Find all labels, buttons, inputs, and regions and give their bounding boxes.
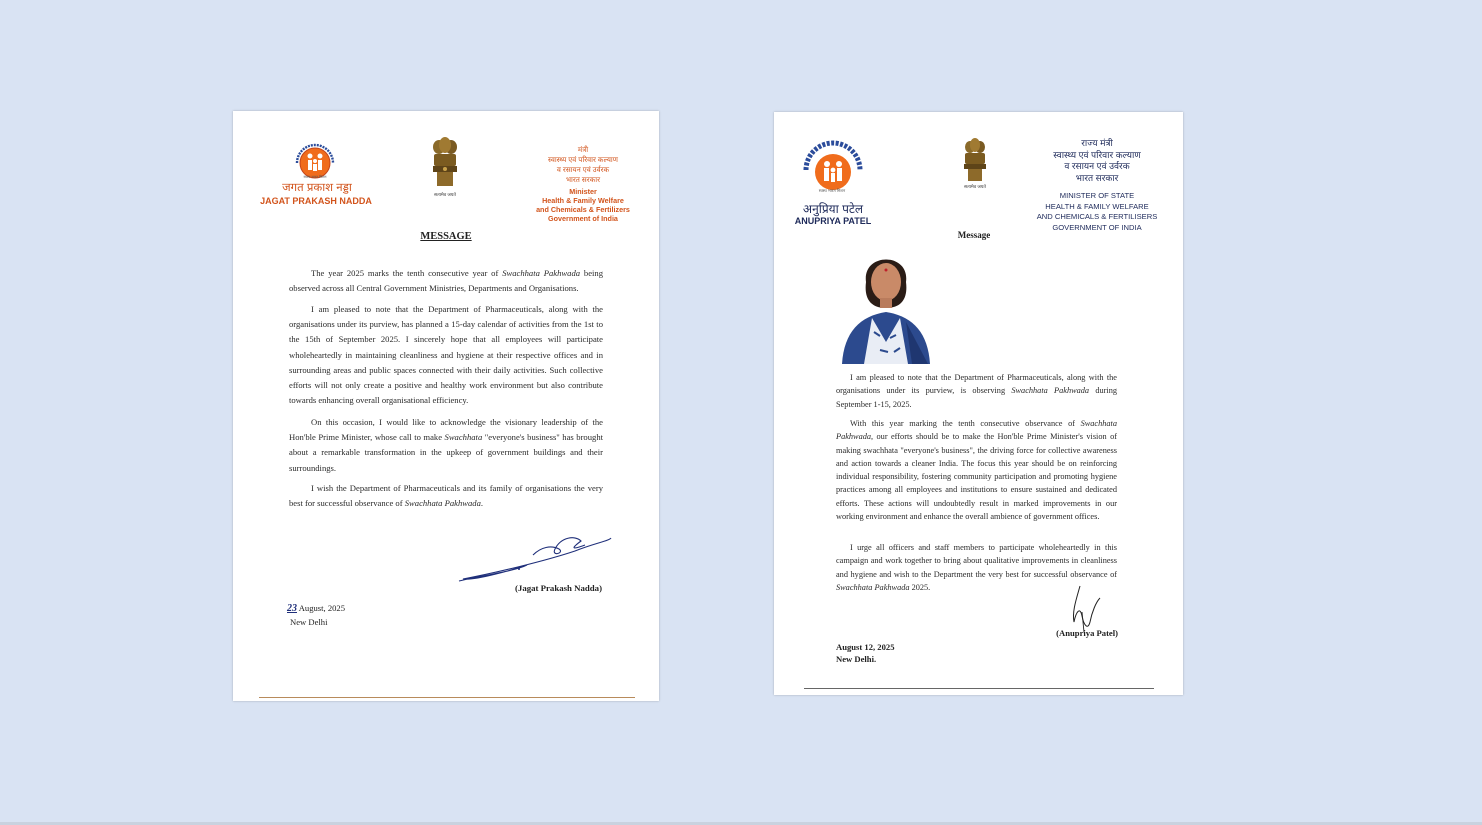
designation-english-line: Minister — [569, 187, 597, 196]
nhm-logo-subtext: स्वस्थ भारत मिशन — [818, 188, 846, 193]
designation-hindi-line: स्वास्थ्य एवं परिवार कल्याण — [548, 155, 618, 164]
nhm-logo-subtext: स्वस्थ भारत मिशन — [303, 175, 327, 179]
national-emblem-icon — [960, 136, 990, 186]
letter-date — [287, 603, 345, 614]
national-emblem-icon — [428, 135, 462, 191]
letter-date: August 12, 2025 — [836, 642, 895, 652]
emblem-motto: सत्यमेव जयते — [434, 192, 456, 197]
letter-patel — [774, 112, 1183, 695]
designation-english-line: and Chemicals & Fertilizers — [536, 205, 630, 214]
designation-english — [517, 187, 649, 223]
footer-rule — [804, 688, 1154, 689]
designation-hindi-line: मंत्री — [577, 145, 589, 154]
designation-english-line: Health & Family Welfare — [542, 196, 624, 205]
letter-paragraph: I wish the Department of Pharmaceuticals and its family of organisations the very best for successful observance of Swachhata Pakhwada. — [289, 483, 603, 509]
letter-paragraph: I am pleased to note that the Department of Pharmaceuticals, along with the organisations under its purview, is observing Swachhata Pakhwada during September 1-15, 2025. — [836, 373, 1117, 409]
letter-paragraph: With this year marking the tenth consecutive observance of Swachhata Pakhwada, our efforts should be to make the Hon'ble Prime Minister's vision of making swachhata "everyone's business", the driving force for collective awareness and action towards a cleaner India. The focus this year should be on reinforcing individual responsibility, fostering community participation and promoting hygiene practices among all employees and institutions to ensure sustained and dedicated efforts. These actions will undoubtedly result in marked improvements in our working environment and enhance the overall ambience of government offices. — [836, 419, 1117, 522]
signatory-name: (Anupriya Patel) — [1056, 628, 1118, 638]
name-english: JAGAT PRAKASH NADDA — [260, 196, 372, 206]
designation-hindi-line: स्वास्थ्य एवं परिवार कल्याण — [1053, 149, 1141, 160]
letter-paragraph: The year 2025 marks the tenth consecutive year of Swachhata Pakhwada being observed across all Central Government Ministries, Departments and Organisations. — [289, 268, 603, 294]
designation-hindi-line: व रसायन एवं उर्वरक — [556, 165, 610, 174]
letter-heading: Message — [957, 230, 991, 240]
footer-rule — [259, 697, 635, 698]
designation-hindi-line: व रसायन एवं उर्वरक — [1064, 161, 1130, 171]
letter-paragraph: I am pleased to note that the Department of Pharmaceuticals, along with the organisations under its purview, has planned a 15-day calendar of activities from the 1st to the 15th of September 2025. I sincerely hope that all employees will participate wholeheartedly in maintaining cleanliness and hygiene at their respective offices and in surrounding areas and public spaces connected with their daily activities. Such collective efforts will not only create a positive and healthy work environment but also contribute towards enhancing overall organisational efficiency. — [289, 304, 603, 406]
signatory-name: (Jagat Prakash Nadda) — [515, 583, 602, 593]
letter-paragraph: On this occasion, I would like to acknowledge the visionary leadership of the Hon'ble Prime Minister, whose call to make Swachhata "everyone's business" has brought about a remarkable transformation in the upkeep of government buildings and their surroundings. — [289, 417, 604, 473]
designation-english-line: HEALTH & FAMILY WELFARE — [1045, 201, 1149, 211]
emblem-motto: सत्यमेव जयते — [964, 184, 986, 189]
letter-place: New Delhi — [290, 617, 328, 627]
name-english: ANUPRIYA PATEL — [794, 216, 872, 226]
letter-paragraph: I urge all officers and staff members to participate wholeheartedly in this campaign and work together to bring about qualitative improvements in cleanliness and hygiene and wish to the Department the very best for successful observance of Swachhata Pakhwada 2025. — [836, 543, 1117, 592]
designation-hindi-line: भारत सरकार — [1075, 172, 1119, 183]
designation-hindi — [1032, 138, 1162, 184]
letter-nadda — [233, 111, 659, 701]
minister-portrait — [836, 242, 936, 364]
date-day: 23 — [287, 603, 297, 614]
designation-english-line: AND CHEMICALS & FERTILISERS — [1036, 212, 1158, 221]
designation-english-line: GOVERNMENT OF INDIA — [1052, 222, 1142, 232]
letter-heading: MESSAGE — [420, 231, 472, 242]
name-hindi: जगत प्रकाश नड्डा — [282, 182, 352, 194]
designation-english — [1024, 191, 1170, 233]
name-hindi: अनुप्रिया पटेल — [802, 202, 864, 216]
letter-place: New Delhi. — [836, 654, 877, 664]
signature-icon — [1066, 582, 1110, 634]
designation-english-line: Government of India — [548, 214, 618, 223]
signature-icon — [455, 525, 615, 587]
designation-english-line: MINISTER OF STATE — [1059, 191, 1135, 200]
designation-hindi-line: राज्य मंत्री — [1081, 138, 1113, 148]
designation-hindi — [517, 145, 649, 185]
date-month-year: August, 2025 — [298, 603, 346, 613]
designation-hindi-line: भारत सरकार — [565, 175, 601, 184]
